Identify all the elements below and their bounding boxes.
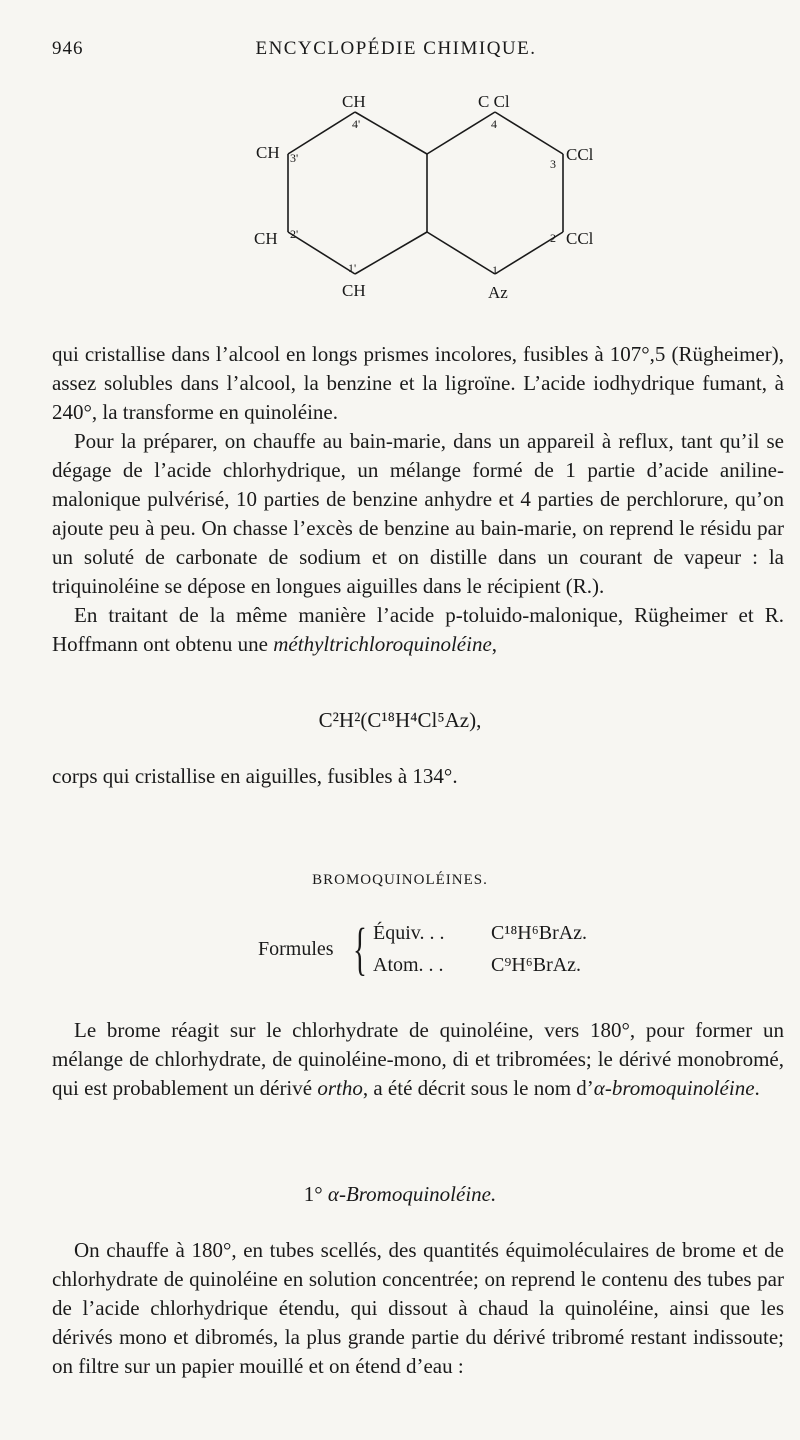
bond xyxy=(288,112,355,154)
page-header xyxy=(52,38,740,68)
text-run: En traitant de la même manière l’acide p-toluido-malonique, Rügheimer et R. Hoffmann ont obtenu une xyxy=(52,603,784,656)
page-number: 946 xyxy=(52,38,84,59)
body-text-p4 xyxy=(52,762,784,791)
paragraph xyxy=(52,601,784,659)
text-run: Le brome réagit sur le chlorhydrate de quinoléine, vers 180°, pour former un mélange de chlorhydrate, de quinoléine-mono, di et tribromées; le dérivé monobromé, qui est probablement un dérivé xyxy=(52,1018,784,1100)
body-text-p6 xyxy=(52,1236,784,1381)
bond xyxy=(427,112,495,154)
subsection-title xyxy=(0,1182,800,1207)
bond xyxy=(495,112,563,154)
paragraph: On chauffe à 180°, en tubes scellés, des quantités équimoléculaires de brome et de chlorhydrate de quinoléine en solution concentrée; on reprend le contenu des tubes par de l’acide chlorhydrique étendu, qui dissout à chaud la quinoléine, ainsi que les dérivés mono et dibromés, la plus grande partie du dérivé tribromé restant indissoute; on filtre sur un papier mouillé et on étend d’eau : xyxy=(52,1238,784,1378)
position-label: 2' xyxy=(290,227,299,241)
atom-label: CH xyxy=(342,281,366,300)
formula-row-equiv xyxy=(373,922,587,945)
paragraph: qui cristallise dans l’alcool en longs prismes incolores, fusibles à 107°,5 (Rügheimer), assez solubles dans l’alcool, la benzine et la ligroïne. L’acide iodhydrique fumant, à 240°, la transforme en quinoléine. xyxy=(52,342,784,424)
quinoline-structure-diagram xyxy=(230,82,610,312)
section-title: BROMOQUINOLÉINES. xyxy=(312,872,488,888)
equiv-value: C¹⁸H⁶BrAz. xyxy=(491,922,588,944)
running-title: ENCYCLOPÉDIE CHIMIQUE. xyxy=(255,38,537,59)
paragraph: Pour la préparer, on chauffe au bain-marie, dans un appareil à reflux, tant qu’il se dégage de l’acide chlorhydrique, un mélange formé de 1 partie d’acide aniline-malonique pulvérisé, 10 parties de benzine anhydre et 4 parties de perchlorure, qu’on ajoute peu à peu. On chasse l’excès de benzine au bain-marie, on reprend le résidu par un soluté de carbonate de sodium et on distille dans un courant de vapeur : la triquinoléine se dépose en longues aiguilles dans le récipient (R.). xyxy=(52,429,784,598)
atom-label: CH xyxy=(256,143,280,162)
atom-label: C Cl xyxy=(478,92,510,111)
bond xyxy=(355,112,427,154)
atom-label: CH xyxy=(342,92,366,111)
subsection-name: α-Bromoquinoléine. xyxy=(327,1182,497,1206)
atom-label: CCl xyxy=(566,145,594,164)
body-text-upper xyxy=(52,340,784,659)
position-label: 2 xyxy=(550,231,556,245)
text-run: . xyxy=(754,1076,760,1100)
compound-name: méthyltrichloroquinoléine xyxy=(273,632,492,656)
paragraph xyxy=(52,1016,784,1103)
bond xyxy=(355,232,427,274)
atom-label: Atom. . . xyxy=(373,954,444,976)
atom-label: CCl xyxy=(566,229,594,248)
position-label: 3' xyxy=(290,151,299,165)
atom-label: CH xyxy=(254,229,278,248)
brace-icon: { xyxy=(353,916,367,981)
position-label: 1 xyxy=(492,263,498,277)
emphasis: ortho xyxy=(317,1076,363,1100)
position-label: 4' xyxy=(352,117,361,131)
compound-name: α-bromoquinoléine xyxy=(593,1076,755,1100)
atom-value: C⁹H⁶BrAz. xyxy=(491,954,582,976)
position-label: 3 xyxy=(550,157,556,171)
formula-row-atom xyxy=(373,954,581,977)
subsection-number: 1° xyxy=(303,1182,323,1206)
text-run: , a été décrit sous le nom d’ xyxy=(362,1076,594,1100)
formula-line: C²H²(C¹⁸H⁴Cl⁵Az), xyxy=(318,708,482,732)
paragraph: corps qui cristallise en aiguilles, fusibles à 134°. xyxy=(52,764,458,788)
text-run: , xyxy=(491,632,498,656)
formules-label: Formules xyxy=(258,938,334,960)
bond xyxy=(427,232,495,274)
body-text-p5 xyxy=(52,1016,784,1103)
atom-label: Az xyxy=(488,283,508,302)
formules-block xyxy=(258,918,618,988)
position-label: 4 xyxy=(491,117,497,131)
position-label: 1' xyxy=(348,261,357,275)
equiv-label: Équiv. . . xyxy=(373,922,445,944)
